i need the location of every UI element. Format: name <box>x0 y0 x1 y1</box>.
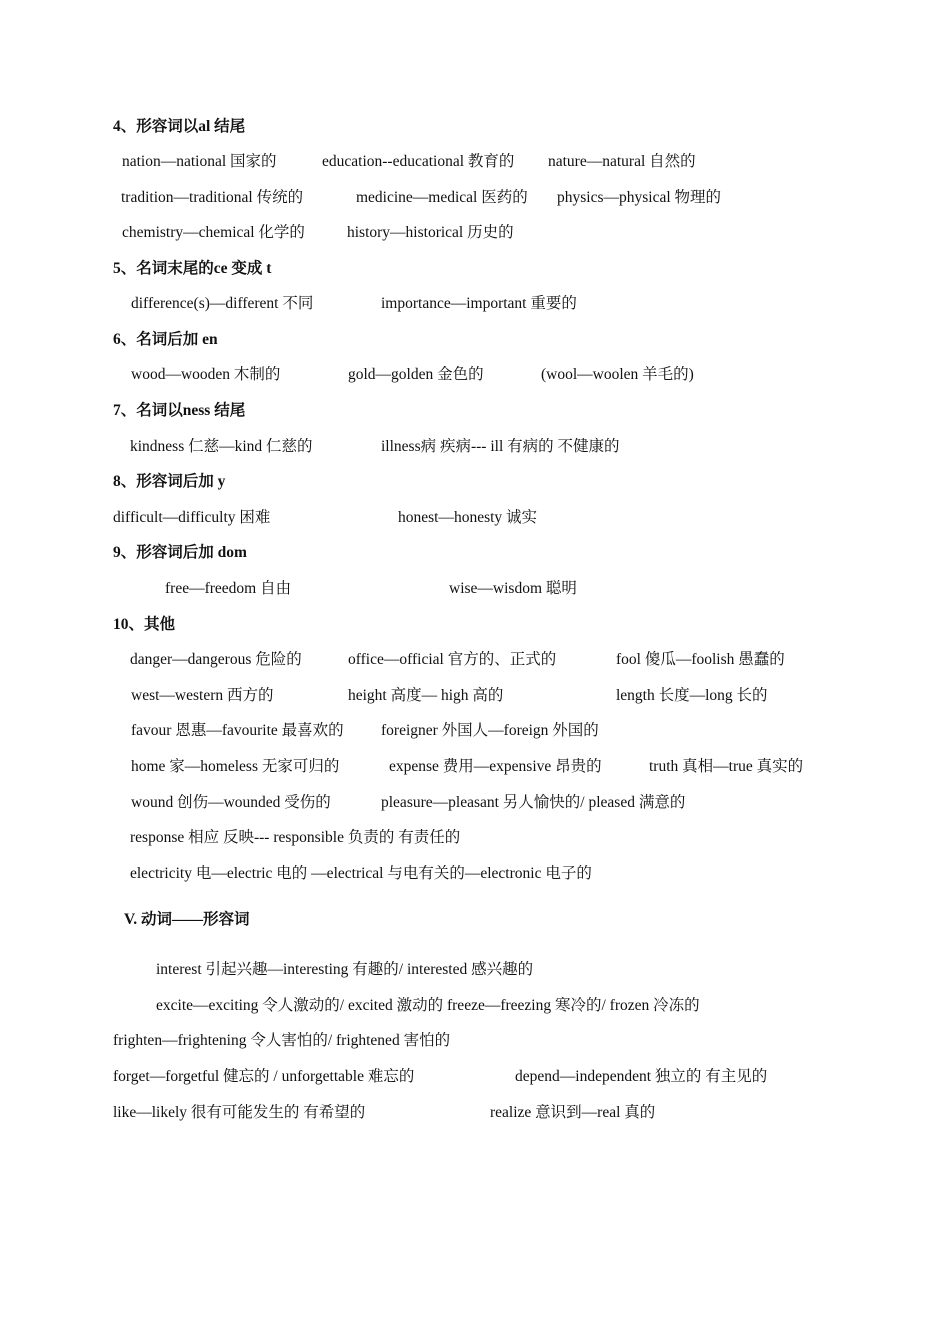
entry: difference(s)—different 不同 <box>131 295 314 312</box>
entry: medicine—medical 医药的 <box>356 189 528 206</box>
section-5-row-1 <box>0 291 950 317</box>
entry: illness病 疾病--- ill 有病的 不健康的 <box>381 438 620 455</box>
section-v-row-5 <box>0 1100 950 1126</box>
entry: truth 真相—true 真实的 <box>649 758 804 775</box>
section-9-heading: 9、形容词后加 dom <box>113 544 247 561</box>
entry: depend—independent 独立的 有主见的 <box>515 1068 768 1085</box>
entry: honest—honesty 诚实 <box>398 509 538 526</box>
entry: wood—wooden 木制的 <box>131 366 281 383</box>
section-10-heading: 10、其他 <box>113 616 176 633</box>
entry: nature—natural 自然的 <box>548 153 696 170</box>
entry: wound 创伤—wounded 受伤的 <box>131 794 331 811</box>
entry: nation—national 国家的 <box>122 153 277 170</box>
section-5-heading: 5、名词末尾的ce 变成 t <box>113 260 272 277</box>
entry: home 家—homeless 无家可归的 <box>131 758 340 775</box>
entry: forget—forgetful 健忘的 / unforgettable 难忘的 <box>113 1068 415 1085</box>
entry: wise—wisdom 聪明 <box>449 580 577 597</box>
section-10-row-6 <box>0 825 950 851</box>
section-10-row-2 <box>0 683 950 709</box>
entry: free—freedom 自由 <box>165 580 292 597</box>
section-v-heading: V. 动词——形容词 <box>124 911 250 928</box>
section-10-row-4 <box>0 754 950 780</box>
entry: response 相应 反映--- responsible 负责的 有责任的 <box>130 829 461 846</box>
entry: gold—golden 金色的 <box>348 366 484 383</box>
section-10-row-3 <box>0 718 950 744</box>
entry: tradition—traditional 传统的 <box>121 189 304 206</box>
section-v-row-3 <box>0 1028 950 1054</box>
entry: danger—dangerous 危险的 <box>130 651 302 668</box>
entry: expense 费用—expensive 昂贵的 <box>389 758 602 775</box>
section-7-heading: 7、名词以ness 结尾 <box>113 402 246 419</box>
entry: chemistry—chemical 化学的 <box>122 224 305 241</box>
entry: frighten—frightening 令人害怕的/ frightened 害怕的 <box>113 1032 451 1049</box>
entry: education--educational 教育的 <box>322 153 515 170</box>
entry: interest 引起兴趣—interesting 有趣的/ interested 感兴趣的 <box>156 961 534 978</box>
entry: like—likely 很有可能发生的 有希望的 <box>113 1104 366 1121</box>
section-10-row-1 <box>0 647 950 673</box>
entry: (wool—woolen 羊毛的) <box>541 366 694 383</box>
entry: difficult—difficulty 困难 <box>113 509 271 526</box>
section-v-row-1 <box>0 957 950 983</box>
entry: height 高度— high 高的 <box>348 687 504 704</box>
section-7-row-1 <box>0 434 950 460</box>
section-10-row-7 <box>0 861 950 887</box>
entry: excite—exciting 令人激动的/ excited 激动的 freeze—freezing 寒冷的/ frozen 冷冻的 <box>156 997 700 1014</box>
entry: kindness 仁慈—kind 仁慈的 <box>130 438 313 455</box>
entry: realize 意识到—real 真的 <box>490 1104 656 1121</box>
section-10-row-5 <box>0 790 950 816</box>
entry: electricity 电—electric 电的 —electrical 与电有关的—electronic 电子的 <box>130 865 592 882</box>
section-4-row-1 <box>0 149 950 175</box>
section-9-row-1 <box>0 576 950 602</box>
entry: pleasure—pleasant 另人愉快的/ pleased 满意的 <box>381 794 686 811</box>
entry: favour 恩惠—favourite 最喜欢的 <box>131 722 344 739</box>
entry: history—historical 历史的 <box>347 224 514 241</box>
entry: foreigner 外国人—foreign 外国的 <box>381 722 599 739</box>
entry: length 长度—long 长的 <box>616 687 768 704</box>
entry: west—western 西方的 <box>131 687 274 704</box>
entry: physics—physical 物理的 <box>557 189 722 206</box>
entry: office—official 官方的、正式的 <box>348 651 557 668</box>
entry: fool 傻瓜—foolish 愚蠢的 <box>616 651 785 668</box>
section-4-row-2 <box>0 185 950 211</box>
section-8-heading: 8、形容词后加 y <box>113 473 226 490</box>
section-4-heading: 4、形容词以al 结尾 <box>113 118 246 135</box>
entry: importance—important 重要的 <box>381 295 577 312</box>
section-6-row-1 <box>0 362 950 388</box>
section-v-row-2 <box>0 993 950 1019</box>
section-4-row-3 <box>0 220 950 246</box>
section-8-row-1 <box>0 505 950 531</box>
section-6-heading: 6、名词后加 en <box>113 331 218 348</box>
section-v-row-4 <box>0 1064 950 1090</box>
